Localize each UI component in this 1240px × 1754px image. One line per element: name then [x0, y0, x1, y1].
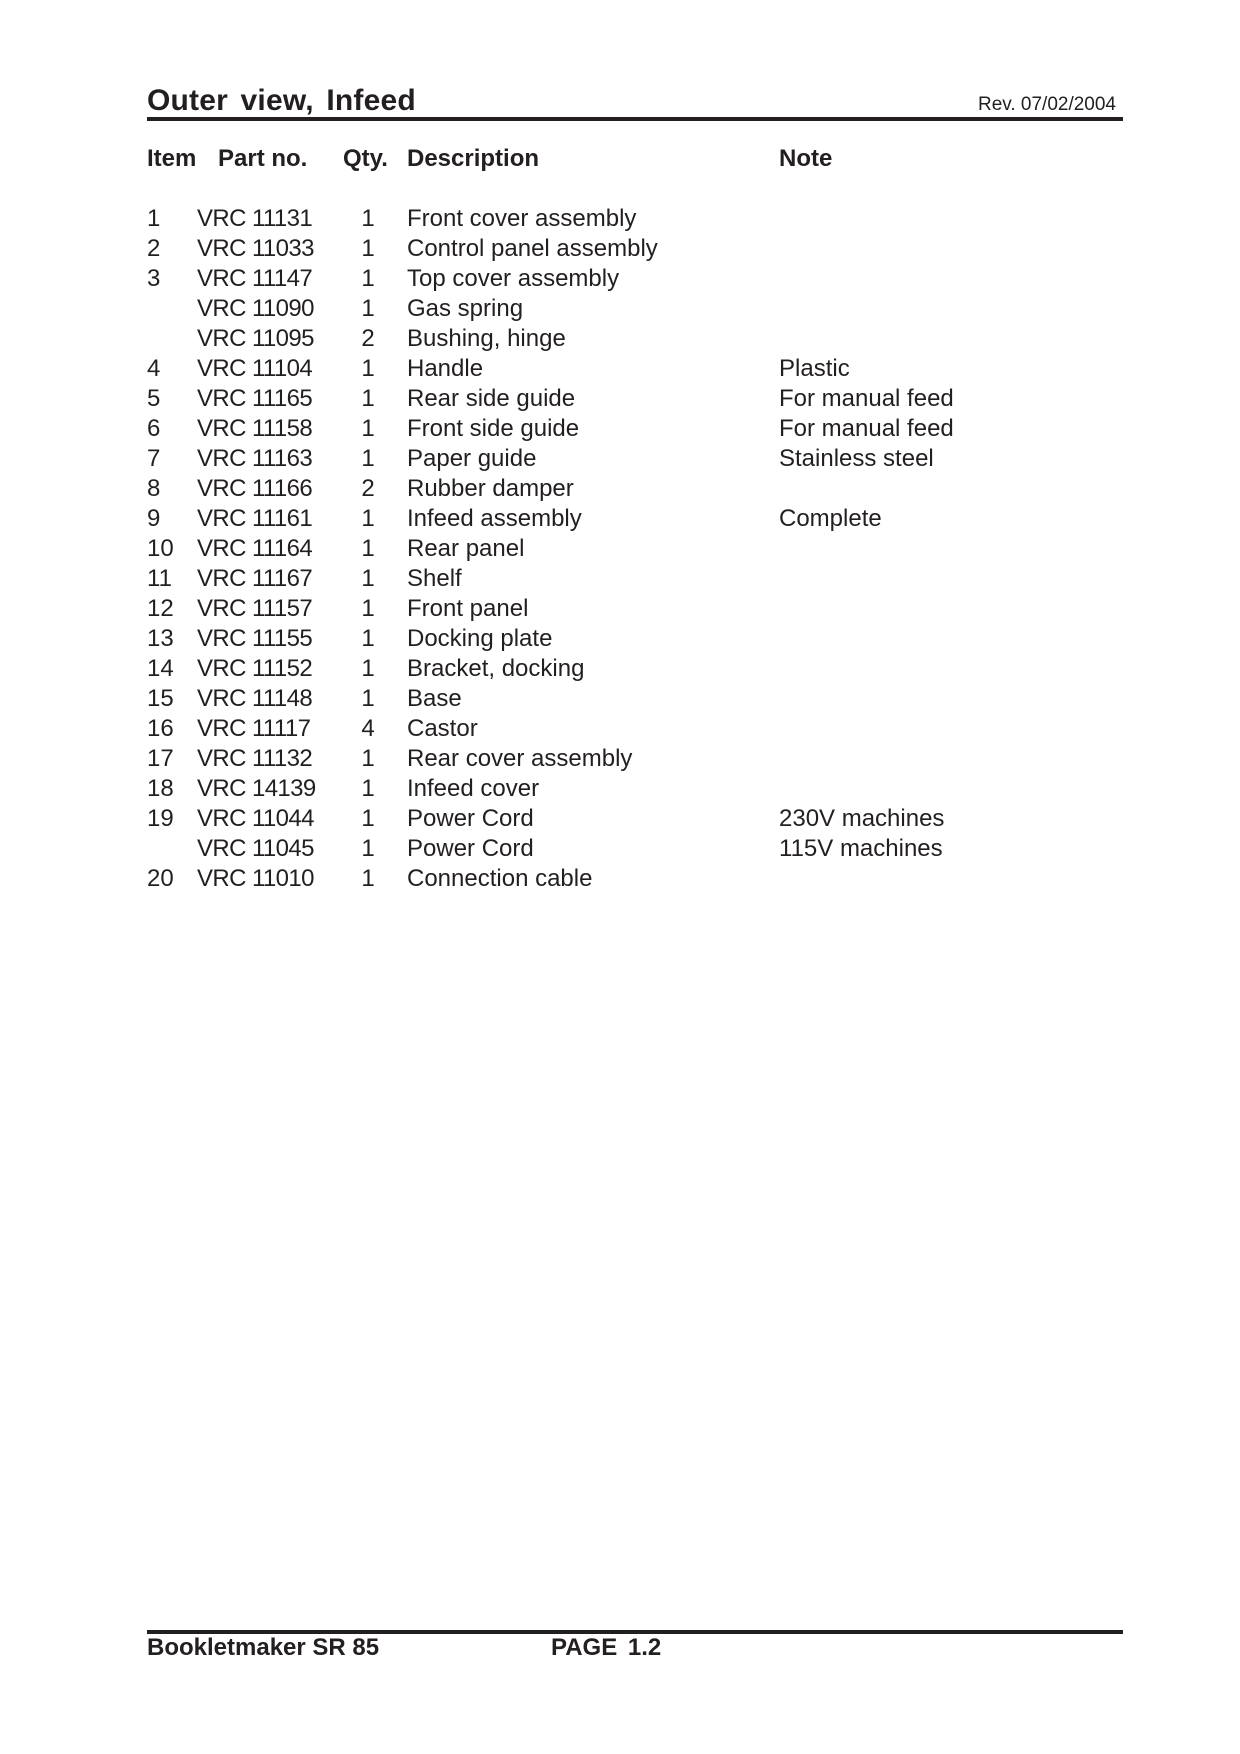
part-quantity: 1 — [361, 535, 375, 562]
table-row — [0, 774, 1240, 804]
part-item-number: 1 — [147, 205, 161, 232]
part-quantity: 1 — [361, 415, 375, 442]
revision-date: Rev. 07/02/2004 — [977, 94, 1116, 115]
table-row — [0, 834, 1240, 864]
part-item-number: 16 — [147, 715, 174, 742]
part-note: Plastic — [779, 355, 850, 382]
part-number: VRC 11148 — [197, 685, 313, 712]
table-row — [0, 804, 1240, 834]
part-number: VRC 11166 — [197, 475, 313, 502]
page-title: Outer view, Infeed — [147, 84, 416, 117]
part-description: Rear cover assembly — [407, 745, 633, 772]
table-row — [0, 714, 1240, 744]
part-quantity: 1 — [361, 655, 375, 682]
part-description: Front cover assembly — [407, 205, 637, 232]
table-row — [0, 744, 1240, 774]
part-number: VRC 11157 — [197, 595, 313, 622]
part-item-number: 17 — [147, 745, 174, 772]
part-item-number: 19 — [147, 805, 174, 832]
part-quantity: 2 — [361, 325, 375, 352]
part-quantity: 1 — [361, 865, 375, 892]
part-quantity: 1 — [361, 805, 375, 832]
part-description: Power Cord — [407, 805, 534, 832]
part-number: VRC 11095 — [197, 325, 314, 352]
part-item-number: 9 — [147, 505, 161, 532]
table-row — [0, 504, 1240, 534]
part-number: VRC 11117 — [197, 715, 311, 742]
part-number: VRC 11167 — [197, 565, 313, 592]
part-description: Gas spring — [407, 295, 524, 322]
table-row — [0, 384, 1240, 414]
part-description: Infeed assembly — [407, 505, 582, 532]
part-description: Base — [407, 685, 462, 712]
part-note: For manual feed — [779, 385, 954, 412]
part-number: VRC 11147 — [197, 265, 313, 292]
part-item-number: 5 — [147, 385, 161, 412]
part-number: VRC 11163 — [197, 445, 313, 472]
part-description: Rubber damper — [407, 475, 574, 502]
part-quantity: 1 — [361, 205, 375, 232]
table-row — [0, 564, 1240, 594]
part-description: Docking plate — [407, 625, 553, 652]
part-number: VRC 11131 — [197, 205, 313, 232]
part-description: Paper guide — [407, 445, 537, 472]
part-number: VRC 11132 — [197, 745, 313, 772]
part-quantity: 1 — [361, 745, 375, 772]
part-note: Stainless steel — [779, 445, 934, 472]
part-number: VRC 11045 — [197, 835, 314, 862]
part-item-number: 12 — [147, 595, 174, 622]
part-description: Handle — [407, 355, 484, 382]
part-description: Infeed cover — [407, 775, 540, 802]
part-item-number: 13 — [147, 625, 174, 652]
table-row — [0, 354, 1240, 384]
part-item-number: 15 — [147, 685, 174, 712]
part-description: Shelf — [407, 565, 462, 592]
part-description: Connection cable — [407, 865, 593, 892]
part-number: VRC 11164 — [197, 535, 313, 562]
part-item-number: 3 — [147, 265, 161, 292]
footer-product: Bookletmaker SR 85 — [147, 1634, 380, 1661]
column-header-part-no: Part no. — [218, 145, 308, 172]
part-quantity: 4 — [361, 715, 375, 742]
part-quantity: 1 — [361, 505, 375, 532]
column-header-item: Item — [147, 145, 197, 172]
footer-page-number: PAGE 1.2 — [551, 1634, 662, 1661]
part-item-number: 7 — [147, 445, 161, 472]
table-row — [0, 684, 1240, 714]
part-quantity: 1 — [361, 775, 375, 802]
part-note: 230V machines — [779, 805, 945, 832]
part-description: Control panel assembly — [407, 235, 658, 262]
part-quantity: 1 — [361, 565, 375, 592]
part-number: VRC 11165 — [197, 385, 313, 412]
part-item-number: 20 — [147, 865, 174, 892]
part-quantity: 1 — [361, 625, 375, 652]
part-item-number: 11 — [147, 565, 172, 592]
part-description: Power Cord — [407, 835, 534, 862]
part-item-number: 2 — [147, 235, 161, 262]
part-quantity: 1 — [361, 295, 375, 322]
part-quantity: 1 — [361, 235, 375, 262]
part-quantity: 1 — [361, 385, 375, 412]
header-rule — [147, 117, 1123, 121]
part-description: Bushing, hinge — [407, 325, 566, 352]
table-row — [0, 204, 1240, 234]
part-number: VRC 11033 — [197, 235, 314, 262]
part-number: VRC 11044 — [197, 805, 314, 832]
part-quantity: 1 — [361, 595, 375, 622]
part-number: VRC 11152 — [197, 655, 313, 682]
part-note: For manual feed — [779, 415, 954, 442]
part-item-number: 14 — [147, 655, 174, 682]
table-row — [0, 624, 1240, 654]
part-item-number: 4 — [147, 355, 161, 382]
part-description: Rear panel — [407, 535, 525, 562]
table-row — [0, 474, 1240, 504]
part-quantity: 2 — [361, 475, 375, 502]
part-number: VRC 14139 — [197, 775, 316, 802]
part-quantity: 1 — [361, 835, 375, 862]
part-number: VRC 11155 — [197, 625, 313, 652]
column-header-qty: Qty. — [343, 145, 388, 172]
part-item-number: 8 — [147, 475, 161, 502]
part-number: VRC 11010 — [197, 865, 314, 892]
part-number: VRC 11104 — [197, 355, 313, 382]
part-quantity: 1 — [361, 265, 375, 292]
part-number: VRC 11161 — [197, 505, 313, 532]
part-item-number: 10 — [147, 535, 174, 562]
part-description: Castor — [407, 715, 478, 742]
table-row — [0, 294, 1240, 324]
table-row — [0, 654, 1240, 684]
part-item-number: 18 — [147, 775, 174, 802]
part-note: 115V machines — [779, 835, 943, 862]
parts-list — [0, 204, 1240, 894]
part-quantity: 1 — [361, 685, 375, 712]
part-description: Front side guide — [407, 415, 580, 442]
table-row — [0, 594, 1240, 624]
column-header-note: Note — [779, 145, 833, 172]
part-description: Rear side guide — [407, 385, 576, 412]
column-header-description: Description — [407, 145, 540, 172]
table-row — [0, 414, 1240, 444]
part-number: VRC 11158 — [197, 415, 313, 442]
table-row — [0, 444, 1240, 474]
table-row — [0, 264, 1240, 294]
part-description: Bracket, docking — [407, 655, 585, 682]
part-description: Front panel — [407, 595, 529, 622]
part-quantity: 1 — [361, 355, 375, 382]
part-quantity: 1 — [361, 445, 375, 472]
table-header — [0, 145, 1240, 175]
table-row — [0, 534, 1240, 564]
table-row — [0, 234, 1240, 264]
part-number: VRC 11090 — [197, 295, 314, 322]
table-row — [0, 864, 1240, 894]
part-note: Complete — [779, 505, 882, 532]
part-description: Top cover assembly — [407, 265, 620, 292]
table-row — [0, 324, 1240, 354]
part-item-number: 6 — [147, 415, 161, 442]
